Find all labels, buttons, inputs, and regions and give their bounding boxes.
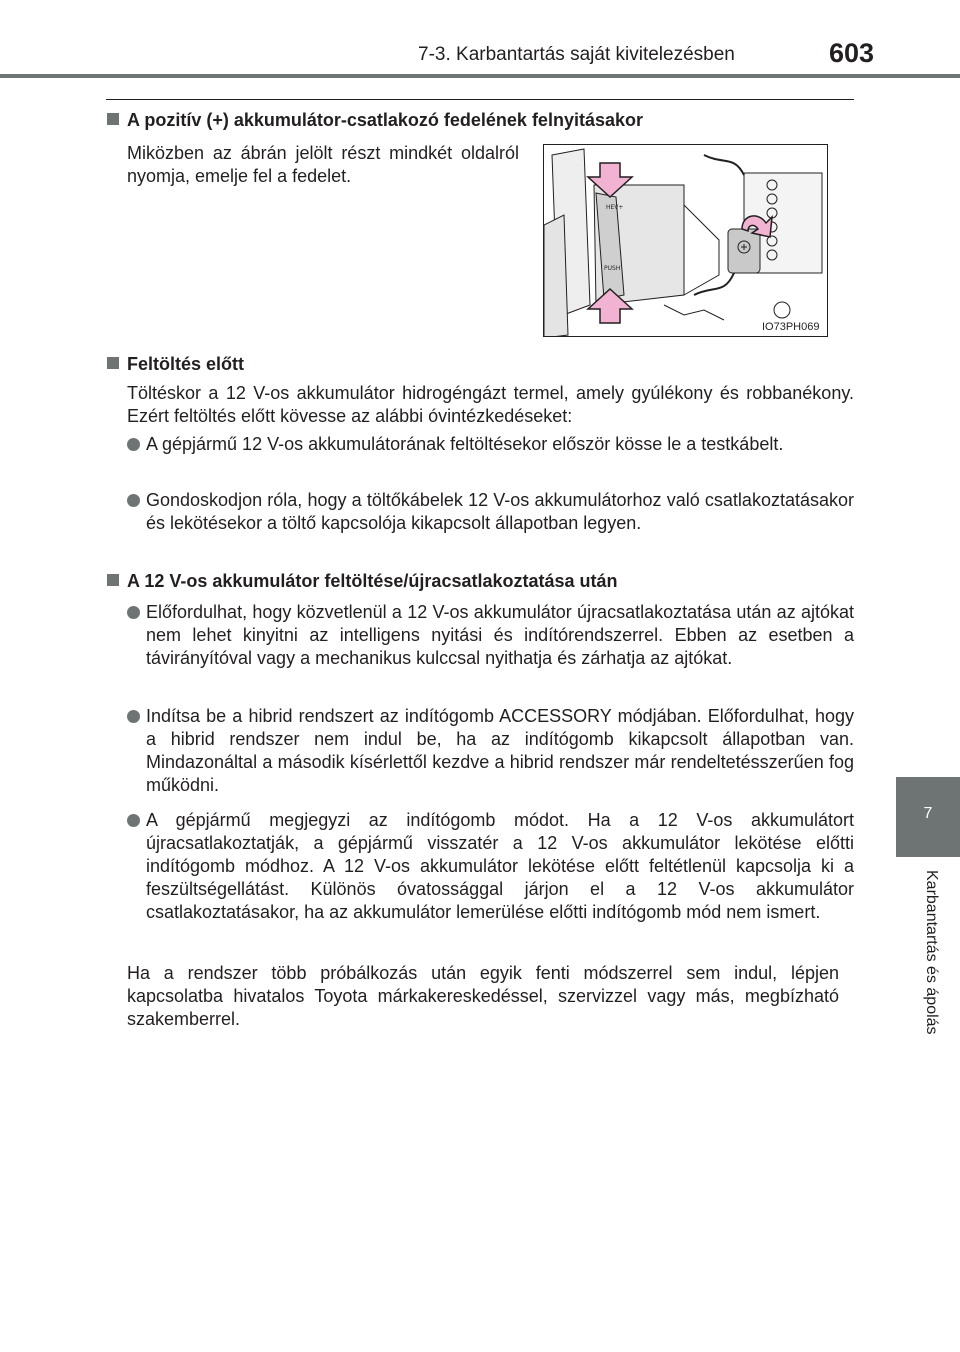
bullet-dot-icon [127, 438, 140, 451]
section-heading-text: Feltöltés előtt [127, 354, 245, 374]
header-divider [0, 74, 960, 78]
chapter-title: Karbantartás és ápolás [923, 870, 940, 1035]
chapter-tab[interactable] [896, 777, 960, 857]
list-item-text: A gépjármű megjegyzi az indítógomb módot. Ha a 12 V-os akkumulátort újracsatlakoztatják, a gépjármű visszatér a 12 V-os akkumulátor lekötése előtti indítógomb módhoz. A 12 V-os akkumulátor lekötése előtt feltétlenül kapcsolja ki a feszültségellátást. Különös óvatossággal járjon el a 12 V-os akkumulátor csatlakoztatásakor, ha az akkumulátor lemerülése előtti indítógomb mód nem ismert. [146, 810, 854, 922]
charging-intro: Töltéskor a 12 V-os akkumulátor hidrogéngázt termel, amely gyúlékony és robbanékony. Ezért feltöltés előtt kövesse az alábbi óvintézkedéseket: [127, 383, 854, 426]
closing-note: Ha a rendszer több próbálkozás után egyik fenti módszerrel sem indul, lépjen kapcsolatba hivatalos Toyota márkakereskedéssel, szervizzel vagy más, megbízható szakemberrel. [127, 963, 839, 1029]
square-bullet-icon [107, 113, 119, 125]
figure-code: IO73PH069 [762, 321, 820, 333]
section-heading-cover [107, 110, 643, 131]
section-heading-text: A 12 V-os akkumulátor feltöltése/újracsatlakoztatása után [127, 571, 618, 591]
section-title: 7-3. Karbantartás saját kivitelezésben [418, 44, 735, 65]
cover-top-label: HEV+ [606, 204, 624, 211]
page-number: 603 [829, 38, 875, 68]
battery-cover-figure [543, 144, 828, 337]
bullet-dot-icon [127, 710, 140, 723]
chapter-number: 7 [923, 805, 933, 822]
bullet-dot-icon [127, 814, 140, 827]
page-header [0, 0, 960, 75]
square-bullet-icon [107, 357, 119, 369]
bullet-dot-icon [127, 494, 140, 507]
section-heading-text: A pozitív (+) akkumulátor-csatlakozó fedelének felnyitásakor [127, 110, 643, 130]
square-bullet-icon [107, 574, 119, 586]
bullet-dot-icon [127, 606, 140, 619]
list-item-text: A gépjármű 12 V-os akkumulátorának feltöltésekor először kösse le a testkábelt. [146, 434, 784, 454]
content-top-rule [106, 99, 854, 100]
cover-push-label: PUSH [604, 265, 621, 272]
section-heading-after-charging [107, 571, 618, 592]
section-heading-before-charging [107, 354, 244, 375]
list-item-text: Gondoskodjon róla, hogy a töltőkábelek 12 V-os akkumulátorhoz való csatlakoztatásakor és lekötésekor a töltő kapcsolója kikapcsolt állapotban legyen. [146, 490, 854, 533]
battery-illustration [544, 145, 828, 337]
list-item-text: Indítsa be a hibrid rendszert az indítógomb ACCESSORY módjában. Előfordulhat, hogy a hibrid rendszer nem indul be, ha az indítógomb kikapcsolt állapotban van. Mindazonáltal a második kísérlettől kezdve a hibrid rendszer már rendeltetésszerűen fog működni. [146, 706, 854, 795]
cover-instruction: Miközben az ábrán jelölt részt mindkét oldalról nyomja, emelje fel a fedelet. [127, 143, 519, 186]
list-item-text: Előfordulhat, hogy közvetlenül a 12 V-os akkumulátor újracsatlakoztatása után az ajtókat nem lehet kinyitni az intelligens nyitási és indítórendszerrel. Ebben az esetben a távirányítóval vagy a mechanikus kulccsal nyithatja és zárhatja az ajtókat. [146, 602, 854, 668]
